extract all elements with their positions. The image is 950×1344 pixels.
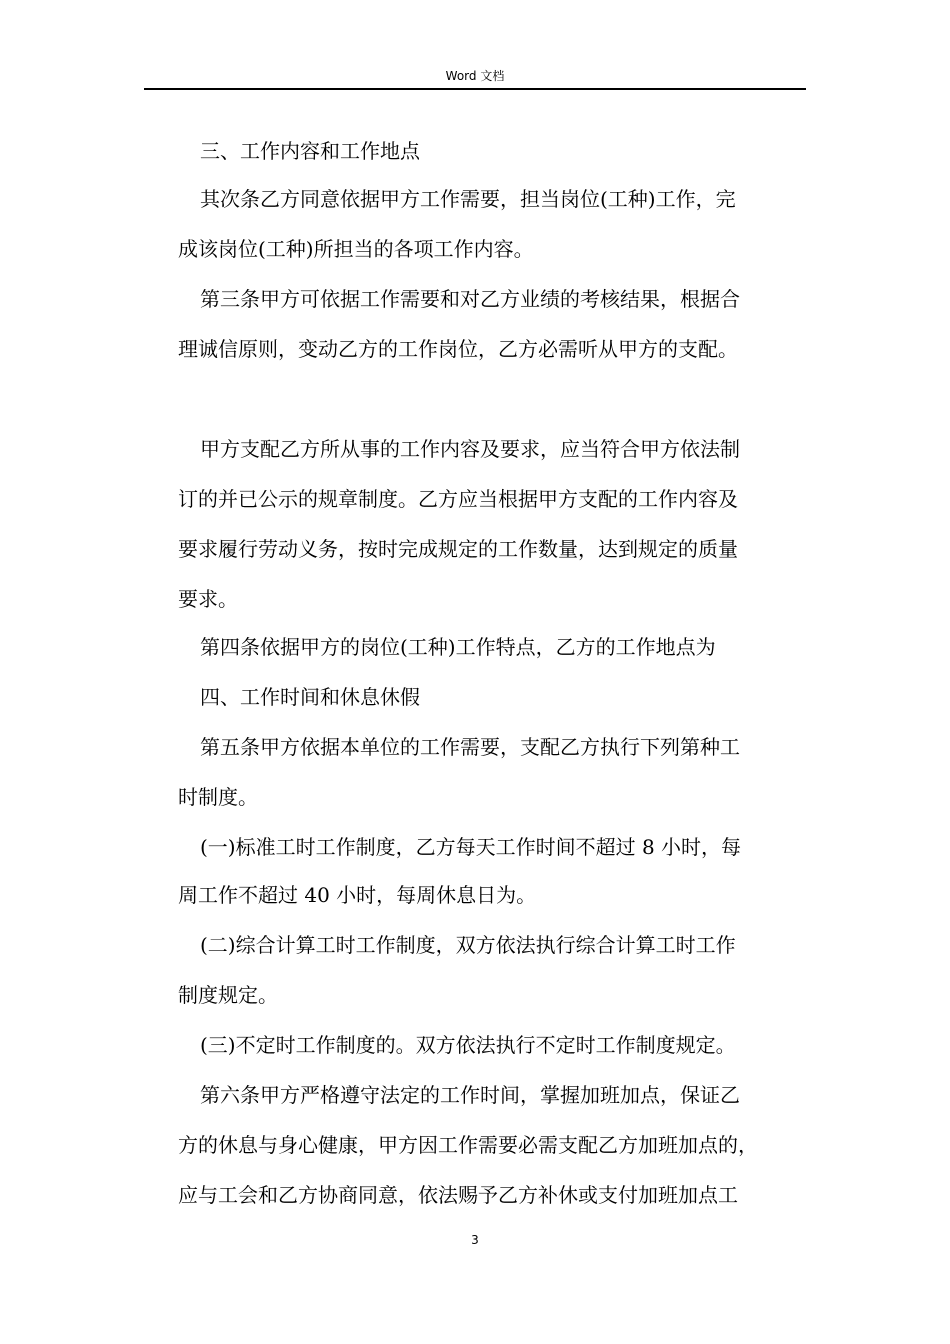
paragraph-line: 成该岗位(工种)所担当的各项工作内容。 (178, 237, 534, 261)
paragraph-line: 制度规定。 (178, 983, 278, 1007)
page-number: 3 (471, 1233, 479, 1247)
paragraph-line: 第四条依据甲方的岗位(工种)工作特点，乙方的工作地点为 (200, 635, 716, 659)
paragraph-line: 第三条甲方可依据工作需要和对乙方业绩的考核结果，根据合 (200, 287, 740, 311)
paragraph-line: 理诚信原则，变动乙方的工作岗位，乙方必需听从甲方的支配。 (178, 337, 738, 361)
paragraph-line: 要求履行劳动义务，按时完成规定的工作数量，达到规定的质量 (178, 537, 738, 561)
paragraph-line: 其次条乙方同意依据甲方工作需要，担当岗位(工种)工作，完 (200, 187, 736, 211)
paragraph-line: (一)标准工时工作制度，乙方每天工作时间不超过 8 小时，每 (200, 835, 742, 859)
paragraph-line: (二)综合计算工时工作制度，双方依法执行综合计算工时工作 (200, 933, 736, 957)
paragraph-line: 第六条甲方严格遵守法定的工作时间，掌握加班加点，保证乙 (200, 1083, 740, 1107)
section-heading: 三、工作内容和工作地点 (200, 139, 420, 163)
paragraph-line: 方的休息与身心健康，甲方因工作需要必需支配乙方加班加点的， (178, 1133, 758, 1157)
paragraph-line: (三)不定时工作制度的。双方依法执行不定时工作制度规定。 (200, 1033, 736, 1057)
section-heading: 四、工作时间和休息休假 (200, 685, 420, 709)
paragraph-line: 要求。 (178, 587, 238, 611)
paragraph-line: 周工作不超过 40 小时，每周休息日为。 (178, 883, 537, 907)
paragraph-line: 甲方支配乙方所从事的工作内容及要求，应当符合甲方依法制 (200, 437, 740, 461)
page-header-title: Word 文档 (445, 69, 505, 83)
paragraph-line: 订的并已公示的规章制度。乙方应当根据甲方支配的工作内容及 (178, 487, 738, 511)
paragraph-line: 时制度。 (178, 785, 258, 809)
paragraph-line: 应与工会和乙方协商同意，依法赐予乙方补休或支付加班加点工 (178, 1183, 738, 1207)
paragraph-line: 第五条甲方依据本单位的工作需要，支配乙方执行下列第种工 (200, 735, 740, 759)
